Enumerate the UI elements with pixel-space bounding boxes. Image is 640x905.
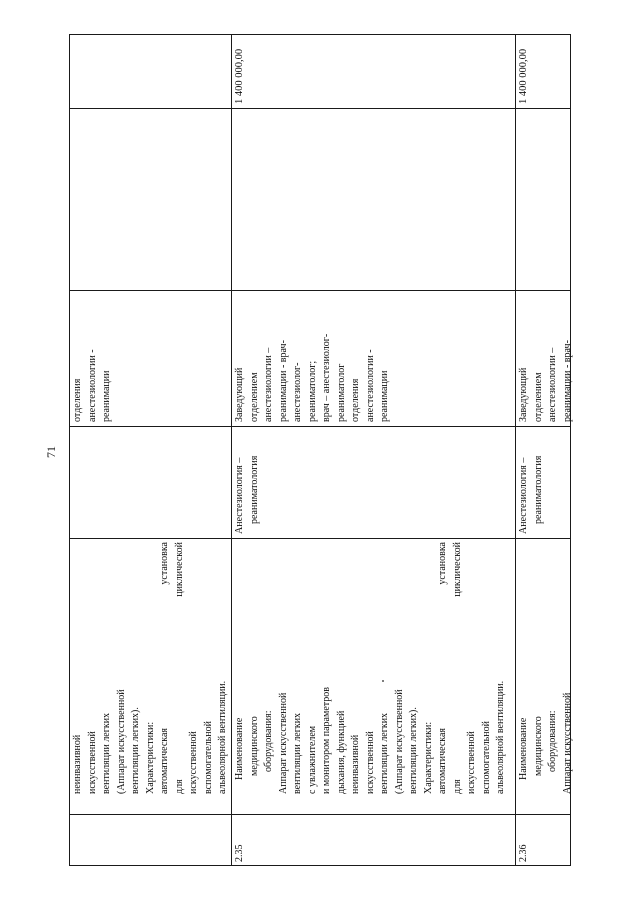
position-line: врач – анестезиолог-	[321, 333, 332, 422]
description-line: искусственной	[188, 731, 199, 794]
description-line: неинвазивной	[72, 734, 83, 794]
description-line: Аппарат искусственной	[277, 692, 289, 794]
position-line: анестезиологии -	[86, 349, 98, 422]
position-line: отделением	[248, 372, 260, 422]
description-line: оборудования:	[263, 710, 274, 772]
description-line: для циклической	[451, 542, 463, 794]
position-line: отделения	[72, 378, 83, 422]
row-number: 2.36	[518, 844, 529, 862]
profile-line: реаниматология	[248, 455, 260, 524]
position-line: реанимации - врач-	[561, 340, 573, 422]
description-line: с увлажнителем	[306, 725, 318, 794]
position-line: анестезиологии -	[364, 349, 376, 422]
description-line: искусственной	[466, 731, 477, 794]
description-line: (Аппарат искусственной	[115, 689, 127, 794]
position-line: анестезиологии –	[263, 347, 274, 422]
row-number: 2.35	[234, 844, 245, 862]
description-line: медицинского	[532, 716, 544, 776]
description-line: дыхания, функцией	[335, 710, 347, 794]
description-cell	[231, 538, 515, 814]
description-line: Характеристики:	[144, 721, 156, 794]
position-line: реаниматолог;	[306, 360, 318, 422]
position-line: реанимации	[379, 370, 390, 422]
scan-speck	[382, 680, 384, 682]
position-line: Заведующий	[234, 367, 245, 422]
position-line: отделением	[532, 372, 544, 422]
position-line: анестезиологии –	[547, 347, 558, 422]
description-line: Характеристики:	[422, 721, 434, 794]
column-divider	[69, 108, 571, 109]
profile-cell	[231, 426, 515, 538]
price-value: 1 400 000,00	[234, 48, 245, 104]
description-line: Аппарат искусственной	[561, 692, 573, 794]
position-line: отделения	[350, 378, 361, 422]
profile-line: Анестезиология –	[234, 457, 245, 534]
description-line: автоматическая установка	[159, 542, 170, 794]
row-number-cell	[231, 814, 515, 866]
description-line: альвеолярной вентиляции.	[217, 680, 228, 794]
position-line: реанимации	[101, 370, 112, 422]
description-line: вентиляции легких	[101, 712, 112, 794]
description-line: неинвазивной	[350, 734, 361, 794]
price-cell	[515, 34, 571, 108]
profile-cell	[515, 426, 571, 538]
position-line: Заведующий	[518, 367, 529, 422]
description-line: вентиляции легких).	[130, 707, 141, 794]
description-line: для циклической	[173, 542, 185, 794]
description-line: вентиляции легких	[379, 712, 390, 794]
description-line: (Аппарат искусственной	[393, 689, 405, 794]
description-line: вентиляции легких).	[408, 707, 419, 794]
position-line: анестезиолог-	[292, 362, 303, 422]
position-cell	[69, 290, 231, 426]
price-value: 1 400 000,00	[518, 48, 529, 104]
description-line: и монитором параметров	[321, 687, 332, 794]
position-line: реанимации - врач-	[277, 340, 289, 422]
description-line: вентиляции легких	[292, 712, 303, 794]
description-line: вспомогательной	[202, 721, 214, 794]
description-line: медицинского	[248, 716, 260, 776]
description-line: оборудования:	[547, 710, 558, 772]
description-line: вспомогательной	[480, 721, 492, 794]
description-cell	[515, 538, 571, 814]
profile-line: реаниматология	[532, 455, 544, 524]
description-line: Наименование	[518, 717, 529, 780]
profile-line: Анестезиология –	[518, 457, 529, 534]
description-line: искусственной	[364, 731, 376, 794]
position-cell	[515, 290, 571, 426]
description-line: альвеолярной вентиляции.	[495, 680, 506, 794]
page-number: 71	[44, 446, 58, 458]
description-cell	[69, 538, 231, 814]
description-line: искусственной	[86, 731, 98, 794]
description-line: автоматическая установка	[437, 542, 448, 794]
position-line: реаниматолог	[335, 363, 347, 422]
description-line: Наименование	[234, 717, 245, 780]
position-cell	[231, 290, 515, 426]
row-number-cell	[515, 814, 571, 866]
price-cell	[231, 34, 515, 108]
